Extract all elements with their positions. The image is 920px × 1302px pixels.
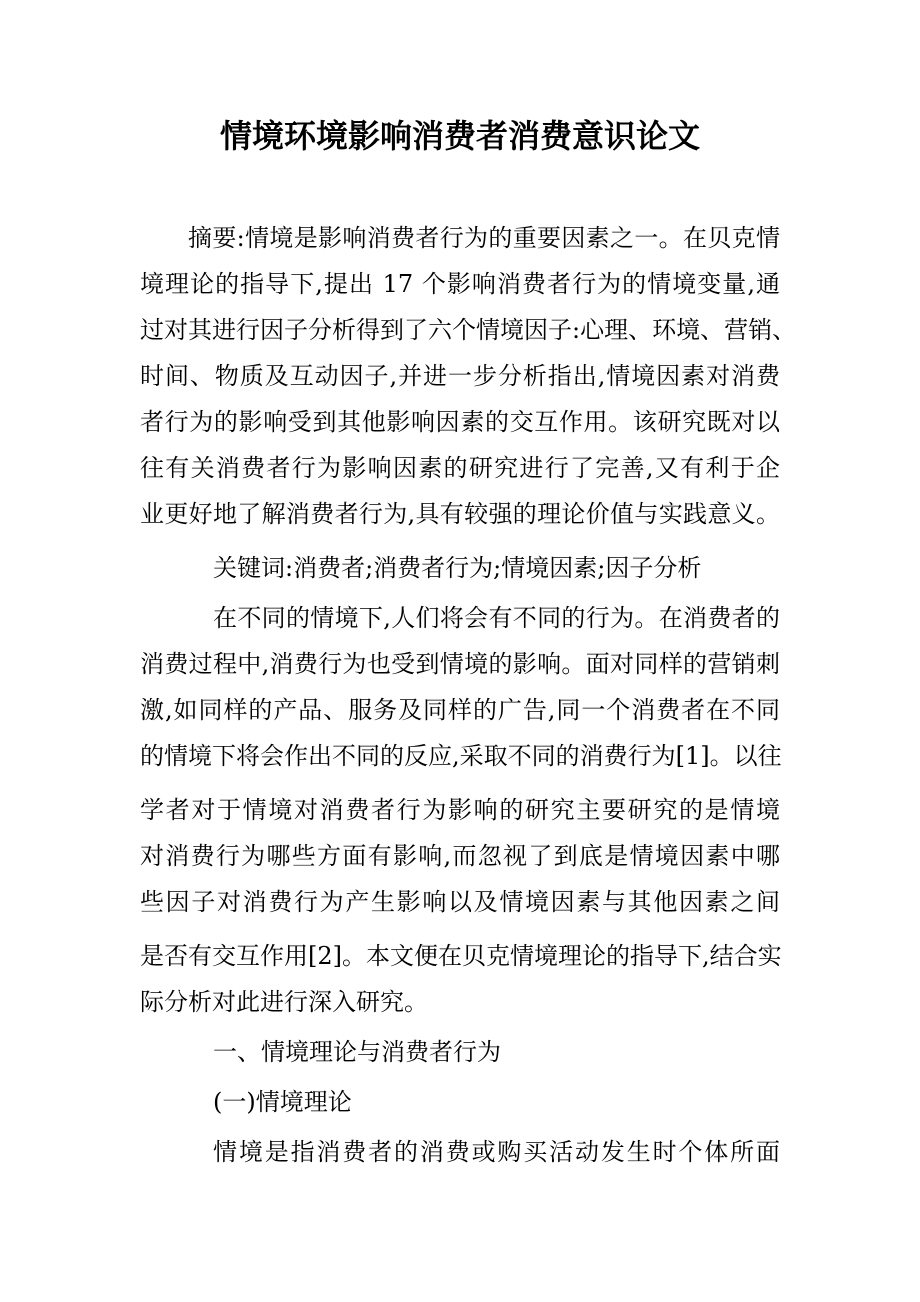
- abstract-line-1: 摘要:情境是影响消费者行为的重要因素之一。在贝克情: [188, 224, 780, 252]
- keywords-line: 关键词:消费者;消费者行为;情境因素;因子分析: [213, 554, 702, 582]
- body-line-5: 学者对于情境对消费者行为影响的研究主要研究的是情境: [140, 796, 780, 824]
- abstract-line-6: 往有关消费者行为影响因素的研究进行了完善,又有利于企: [140, 454, 780, 482]
- subsection-heading: (一)情境理论: [213, 1088, 352, 1116]
- body-line-10: 情境是指消费者的消费或购买活动发生时个体所面: [213, 1138, 780, 1166]
- body-line-8: 是否有交互作用[2]。本文便在贝克情境理论的指导下,结合实: [140, 942, 782, 970]
- document-title: 情境环境影响消费者消费意识论文: [219, 117, 700, 155]
- body-line-3: 激,如同样的产品、服务及同样的广告,同一个消费者在不同: [140, 696, 780, 724]
- body-line-2: 消费过程中,消费行为也受到情境的影响。面对同样的营销刺: [140, 650, 780, 678]
- body-line-9: 际分析对此进行深入研究。: [140, 988, 428, 1016]
- body-line-1: 在不同的情境下,人们将会有不同的行为。在消费者的: [213, 604, 780, 632]
- body-line-6: 对消费行为哪些方面有影响,而忽视了到底是情境因素中哪: [140, 842, 780, 870]
- body-line-7: 些因子对消费行为产生影响以及情境因素与其他因素之间: [140, 888, 780, 916]
- abstract-line-4: 时间、物质及互动因子,并进一步分析指出,情境因素对消费: [140, 362, 780, 390]
- abstract-line-3: 过对其进行因子分析得到了六个情境因子:心理、环境、营销、: [140, 316, 797, 344]
- abstract-line-5: 者行为的影响受到其他影响因素的交互作用。该研究既对以: [140, 408, 780, 436]
- abstract-line-7: 业更好地了解消费者行为,具有较强的理论价值与实践意义。: [140, 500, 780, 528]
- abstract-line-2: 境理论的指导下,提出 17 个影响消费者行为的情境变量,通: [140, 270, 780, 298]
- body-line-4: 的情境下将会作出不同的反应,采取不同的消费行为[1]。以往: [140, 742, 782, 770]
- section-heading: 一、情境理论与消费者行为: [213, 1038, 501, 1066]
